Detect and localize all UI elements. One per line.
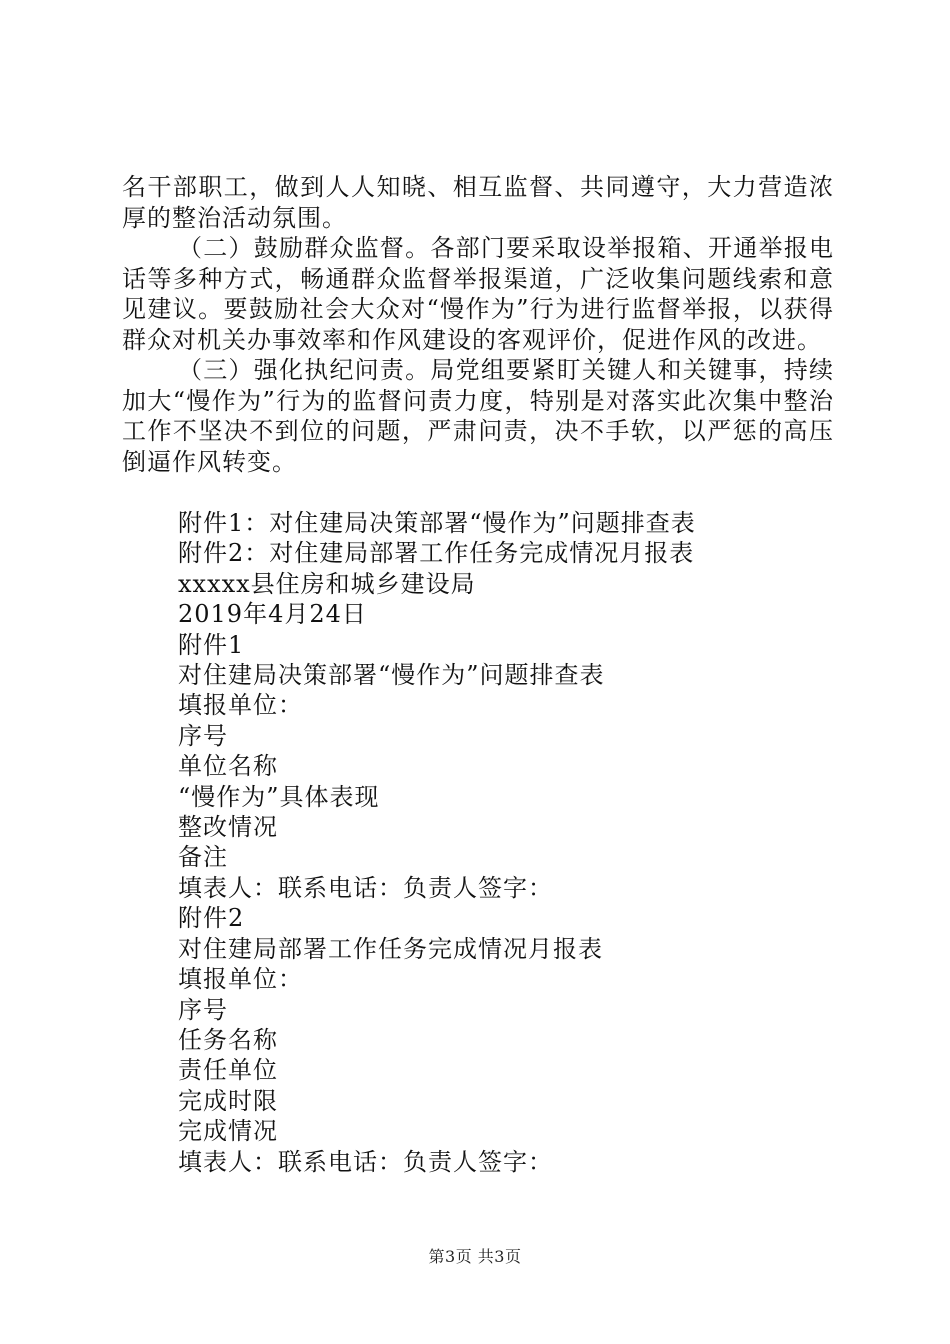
attachment-2-reference: 附件2：对住建局部署工作任务完成情况月报表 <box>178 539 695 568</box>
attachment-2-signature-line: 填表人：联系电话：负责人签字： <box>178 1147 553 1176</box>
attachment-1-signature-line: 填表人：联系电话：负责人签字： <box>178 873 553 902</box>
attachment-2-heading: 附件2 <box>178 904 245 933</box>
attachments-section <box>178 508 696 1177</box>
attachment-2-reporting-unit: 填报单位： <box>178 965 303 994</box>
paragraph-continuation: 名干部职工，做到人人知晓、相互监督、共同遵守，大力营造浓厚的整治活动氛围。 <box>122 173 834 232</box>
attachment-1-column-rectification: 整改情况 <box>178 813 278 842</box>
issue-date: 2019年4月24日 <box>178 600 367 629</box>
attachment-1-title: 对住建局决策部署“慢作为”问题排查表 <box>178 661 605 690</box>
attachment-1-column-remarks: 备注 <box>178 843 228 872</box>
attachment-1-column-unit-name: 单位名称 <box>178 752 278 781</box>
attachment-2-column-completion: 完成情况 <box>178 1117 278 1146</box>
body-text <box>122 172 834 477</box>
attachment-1-heading: 附件1 <box>178 630 245 659</box>
attachment-1-reference: 附件1：对住建局决策部署“慢作为”问题排查表 <box>178 509 696 537</box>
paragraph-encourage-public-supervision: （二）鼓励群众监督。各部门要采取设举报箱、开通举报电话等多种方式，畅通群众监督举报渠道，广泛收集问题线索和意见建议。要鼓励社会大众对“慢作为”行为进行监督举报，以获得群众对机关办事效率和作风建设的客观评价，促进作风的改进。 <box>122 234 834 354</box>
attachment-1-column-manifestation: “慢作为”具体表现 <box>178 782 380 811</box>
attachment-1-column-serial: 序号 <box>178 721 228 750</box>
attachment-2-column-task-name: 任务名称 <box>178 1025 278 1054</box>
page-number-footer: 第3页 共3页 <box>428 1247 522 1266</box>
attachment-2-column-deadline: 完成时限 <box>178 1086 278 1115</box>
issuing-organization: xxxxx县住房和城乡建设局 <box>178 569 476 598</box>
attachment-2-column-responsible-unit: 责任单位 <box>178 1056 278 1085</box>
attachment-2-title: 对住建局部署工作任务完成情况月报表 <box>178 934 603 963</box>
paragraph-strengthen-accountability: （三）强化执纪问责。局党组要紧盯关键人和关键事，持续加大“慢作为”行为的监督问责力度，特别是对落实此次集中整治工作不坚决不到位的问题，严肃问责，决不手软，以严惩的高压倒逼作风转变。 <box>122 356 834 476</box>
attachment-1-reporting-unit: 填报单位： <box>178 691 303 720</box>
attachment-2-column-serial: 序号 <box>178 995 228 1024</box>
